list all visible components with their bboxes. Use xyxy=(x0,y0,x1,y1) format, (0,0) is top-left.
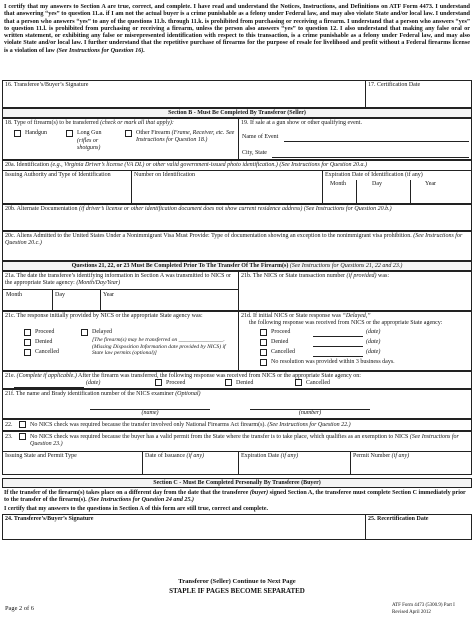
q21a-label: 21a. The date the transferee’s identifying information in Section A was transmitted to NICS or the appropriate State agency: (Month/Day/Year) xyxy=(5,273,232,286)
exp-year-label: Year xyxy=(425,181,437,187)
city-state-field[interactable] xyxy=(272,148,469,157)
q21c-label: 21c. The response initially provided by NICS or the appropriate State agency was: xyxy=(5,313,203,319)
exp-year-field[interactable] xyxy=(412,189,470,202)
permit-number-field[interactable] xyxy=(352,461,470,473)
q21a-day-label: Day xyxy=(55,292,65,298)
exp-day-label: Day xyxy=(372,181,382,187)
certification-see-instructions: (See Instructions for Question 16). xyxy=(56,46,145,54)
q20b-field[interactable] xyxy=(4,214,470,229)
certification-body: I certify that my answers to Section A are true, correct, and complete. I have read and understand the Notices, Instructions, and Definitions on ATF Form 4473. I understand that answering “yes” to question 11.a. if I am not the actual buyer is a crime punishable as a felony under Federal law, and may also violate State and/or local law. I understand that a person who answers “yes” to any of the questions 11.b. through 11.k. is prohibited from purchasing or receiving a firearm. I understand that a person who answers “yes” to question 11.l. is prohibited from purchasing or receiving a firearm, unless the person also answers “yes” to question 12. I also understand that making any false oral or written statement, or exhibiting any false or misrepresented identification with respect to this transaction, is a crime punishable as a felony under Federal law, and may also violate State and/or local law. I further understand that the repetitive purchase of firearms for the purpose of resale for livelihood and profit without a Federal firearms license is a violation of law xyxy=(4,3,470,54)
q21a-year-field[interactable] xyxy=(102,300,236,310)
id-number-field[interactable] xyxy=(133,180,320,202)
q24-buyer-signature-label: 24. Transferee’s/Buyer’s Signature xyxy=(5,516,94,522)
long-gun-checkbox[interactable] xyxy=(66,130,73,137)
q23-checkbox[interactable] xyxy=(19,433,26,440)
q22-checkbox[interactable] xyxy=(19,421,26,428)
q21e-cancelled-checkbox[interactable] xyxy=(295,379,302,386)
q21e-cancelled-label: Cancelled xyxy=(306,380,330,386)
q21f-number-field[interactable] xyxy=(250,399,370,409)
q16-buyer-signature-label: 16. Transferee’s/Buyer’s Signature xyxy=(5,82,89,88)
q21c-delayed-label: Delayed xyxy=(92,329,112,335)
q21d-denied-date-label: (date) xyxy=(366,339,381,345)
issuing-authority-field[interactable] xyxy=(4,180,129,202)
other-firearm-label: Other Firearm (Frame, Receiver, etc. See Instructions for Question 18.) xyxy=(136,130,235,143)
q24-signature-field[interactable] xyxy=(4,524,362,538)
q21d-cancelled-checkbox[interactable] xyxy=(260,349,267,356)
q21e-date-field[interactable] xyxy=(14,379,84,387)
q21c-denied-checkbox[interactable] xyxy=(24,339,31,346)
form-revision: Revised April 2012 xyxy=(392,610,431,615)
q21c-delayed-note: [The firearm(s) may be transferred on ________________.(Missing Disposition Information date provided by NICS) if State law permits (optional)] xyxy=(92,337,226,356)
q20c-field[interactable] xyxy=(4,248,470,259)
exp-month-field[interactable] xyxy=(324,189,354,202)
q16-signature-field[interactable] xyxy=(4,90,362,106)
q21b-label: 21b. The NICS or State transaction number (if provided) was: xyxy=(241,273,389,279)
q21b-field[interactable] xyxy=(240,283,470,309)
q21d-proceed-date-field[interactable] xyxy=(313,328,363,336)
q25-recertification-date-label: 25. Recertification Date xyxy=(368,516,429,522)
continue-note: Transferor (Seller) Continue to Next Page xyxy=(178,578,296,585)
section-c-title: Section C - Must Be Completed Personally By Transferee (Buyer) xyxy=(153,480,321,486)
q21e-proceed-label: Proceed xyxy=(166,380,186,386)
q21e-denied-label: Denied xyxy=(236,380,254,386)
q21a-day-field[interactable] xyxy=(54,300,98,310)
issuing-state-field[interactable] xyxy=(4,461,140,473)
q21e-label: 21e. (Complete if applicable.) After the firearm was transferred, the following response was received from NICS or the appropriate State agency on: xyxy=(5,373,361,379)
q22-label: No NICS check was required because the transfer involved only National Firearms Act firearm(s). (See Instructions for Question 22.) xyxy=(30,422,351,428)
q21d-label: 21d. If initial NICS or State response was “Delayed,” xyxy=(241,313,371,319)
q20a-label: 20a. Identification (e.g., Virginia Driver’s license (VA DL) or other valid government-issued photo identification.) (See Instructions for Question 20.a.) xyxy=(5,162,367,168)
q25-date-field[interactable] xyxy=(367,524,470,538)
q21f-label: 21f. The name and Brady identification number of the NICS examiner (Optional) xyxy=(5,391,201,397)
q21d-no-resolution-checkbox[interactable] xyxy=(260,359,267,366)
q20c-label: 20c. Aliens Admitted to the United States Under a Nonimmigrant Visa Must Provide: Type of documentation showing an exception to the nonimmigrant visa prohibition. (See Instructions for Question 20.c.) xyxy=(5,233,463,246)
expiration-label: Expiration Date (if any) xyxy=(241,453,299,459)
handgun-label: Handgun xyxy=(25,130,47,136)
date-of-issuance-field[interactable] xyxy=(144,461,236,473)
section-c-text: If the transfer of the firearm(s) takes place on a different day from the date that the transferee (buyer) signed Section A, the transferee must complete Section C immediately prior to the transfer of the firearm(s). (See Instructions for Question 24 and 25.) xyxy=(4,490,466,504)
q21d-cancelled-date-label: (date) xyxy=(366,349,381,355)
q21d-denied-date-field[interactable] xyxy=(313,338,363,346)
q21a-year-label: Year xyxy=(103,292,115,298)
q20b-label: 20b. Alternate Documentation (if driver’s license or other identification document does not show current residence address) (See Instructions for Question 20.b.) xyxy=(5,206,392,212)
q21d-proceed-date-label: (date) xyxy=(366,329,381,335)
q23-number: 23. xyxy=(5,434,13,440)
expiration-field[interactable] xyxy=(240,461,348,473)
q21e-proceed-checkbox[interactable] xyxy=(155,379,162,386)
q21d-denied-label: Denied xyxy=(271,339,289,345)
date-of-issuance-label: Date of Issuance (if any) xyxy=(145,453,204,459)
page-number: Page 2 of 6 xyxy=(5,605,34,612)
exp-month-label: Month xyxy=(330,181,347,187)
q21d-denied-checkbox[interactable] xyxy=(260,339,267,346)
q21d-label-tail: the following response was received from NICS or the appropriate State agency: xyxy=(249,320,443,326)
q21c-cancelled-label: Cancelled xyxy=(35,349,59,355)
q21c-proceed-label: Proceed xyxy=(35,329,55,335)
q21c-denied-label: Denied xyxy=(35,339,53,345)
q21d-cancelled-date-field[interactable] xyxy=(313,348,363,356)
q21c-proceed-checkbox[interactable] xyxy=(24,329,31,336)
q21c-cancelled-checkbox[interactable] xyxy=(24,349,31,356)
q21e-date-label: (date) xyxy=(86,380,101,386)
q21d-proceed-label: Proceed xyxy=(271,329,291,335)
permit-number-label: Permit Number (if any) xyxy=(353,453,410,459)
q17-date-field[interactable] xyxy=(367,90,470,106)
q21f-name-label: (name) xyxy=(141,410,159,416)
staple-note: STAPLE IF PAGES BECOME SEPARATED xyxy=(169,587,305,595)
city-state-label: City, State xyxy=(242,150,267,156)
long-gun-label: Long Gun xyxy=(77,130,102,136)
q21f-name-field[interactable] xyxy=(90,399,210,409)
number-on-id-label: Number on Identification xyxy=(134,172,195,178)
q21c-delayed-checkbox[interactable] xyxy=(81,329,88,336)
form-identifier: ATF Form 4473 (5300.9) Part I xyxy=(392,603,455,608)
q17-certification-date-label: 17. Certification Date xyxy=(368,82,421,88)
long-gun-note: (rifles or shotguns) xyxy=(77,138,101,151)
certification-text xyxy=(4,3,470,54)
nics-header-title: Questions 21, 22, or 23 Must Be Completed Prior To The Transfer Of The Firearm(s) (See Instructions for Questions 21, 22 and 23.) xyxy=(71,263,403,269)
exp-day-field[interactable] xyxy=(358,189,408,202)
q21a-month-label: Month xyxy=(6,292,23,298)
section-c-certify: I certify that my answers to the questions in Section A of this form are still true, correct and complete. xyxy=(4,506,268,512)
q23-label: No NICS check was required because the buyer has a valid permit from the State where the transfer is to take place, which qualifies as an exemption to NICS (See Instructions for Question 23.) xyxy=(30,434,459,447)
q21d-cancelled-label: Cancelled xyxy=(271,349,295,355)
issuing-state-label: Issuing State and Permit Type xyxy=(5,453,77,459)
q21d-no-resolution-label: No resolution was provided within 3 business days. xyxy=(271,359,395,365)
q21d-proceed-checkbox[interactable] xyxy=(260,329,267,336)
q22-number: 22. xyxy=(5,422,13,428)
q21f-number-label: (number) xyxy=(298,410,322,416)
q19-label: 19. If sale at a gun show or other qualifying event. xyxy=(241,120,362,126)
handgun-checkbox[interactable] xyxy=(14,130,21,137)
section-b-title: Section B - Must Be Completed By Transferor (Seller) xyxy=(168,110,306,116)
q21e-denied-checkbox[interactable] xyxy=(225,379,232,386)
event-name-field[interactable] xyxy=(284,132,469,141)
expiration-date-label: Expiration Date of Identification (if any) xyxy=(325,172,423,178)
issuing-authority-label: Issuing Authority and Type of Identification xyxy=(5,172,111,178)
event-name-label: Name of Event xyxy=(242,134,279,140)
other-firearm-checkbox[interactable] xyxy=(125,130,132,137)
q18-label: 18. Type of firearm(s) to be transferred (check or mark all that apply): xyxy=(5,120,174,126)
q21a-month-field[interactable] xyxy=(4,300,50,310)
